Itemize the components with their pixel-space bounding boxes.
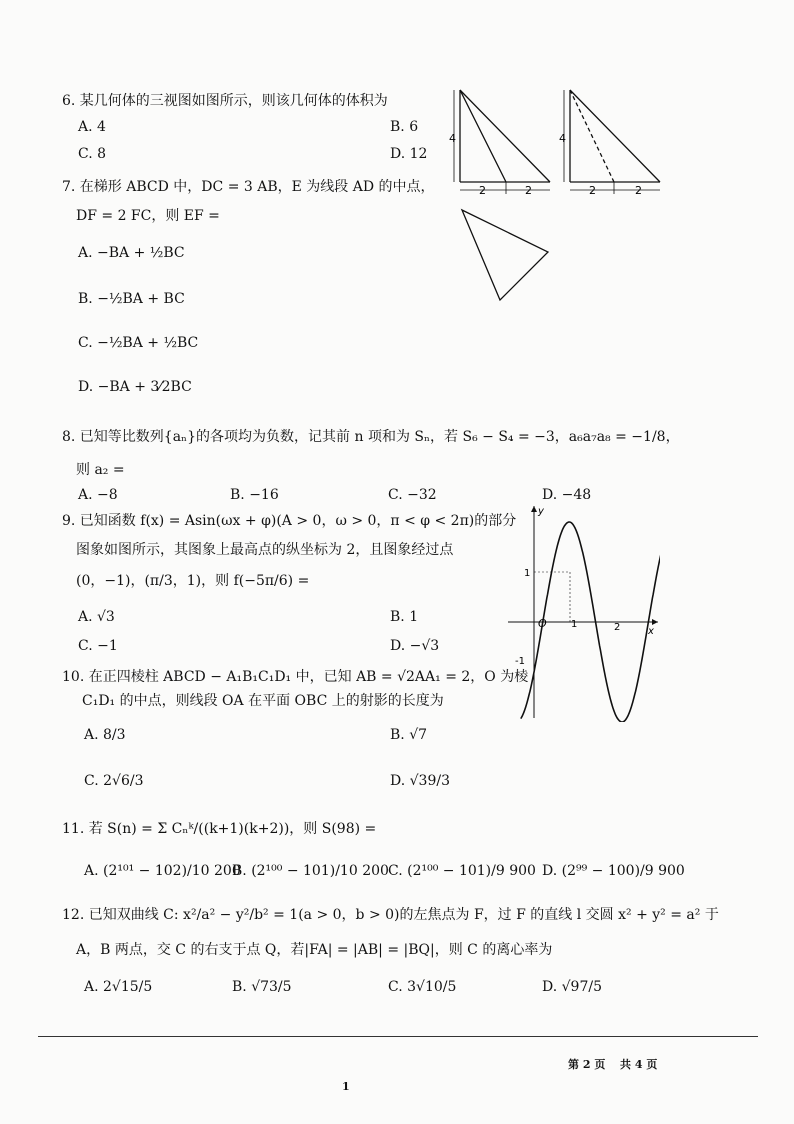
q11-option-d: D. (2⁹⁹ − 100)/9 900 bbox=[542, 863, 685, 879]
q11-stem: 11. 若 S(n) = Σ Cₙᵏ/((k+1)(k+2))，则 S(98) = bbox=[62, 821, 377, 837]
q6-option-c: C. 8 bbox=[78, 146, 107, 162]
q6-option-b: B. 6 bbox=[390, 119, 419, 135]
q8-line2: 则 a₂ = bbox=[76, 462, 125, 478]
q11-option-c: C. (2¹⁰⁰ − 101)/9 900 bbox=[388, 863, 536, 879]
q9-option-d: D. −√3 bbox=[390, 638, 440, 654]
side-view bbox=[564, 90, 660, 194]
side-height-label: 4 bbox=[559, 132, 566, 145]
front-view bbox=[454, 90, 550, 194]
side-base-left-label: 2 bbox=[589, 184, 596, 197]
x-tick-1: 1 bbox=[571, 619, 578, 630]
q12-line1: 12. 已知双曲线 C: x²/a² − y²/b² = 1(a > 0，b > 0)的左焦点为 F，过 F 的直线 l 交圆 x² + y² = a² 于 bbox=[62, 907, 719, 923]
q9-line2: 图象如图所示，其图象上最高点的纵坐标为 2，且图象经过点 bbox=[76, 542, 454, 558]
q6-option-d: D. 12 bbox=[390, 146, 428, 162]
q7-line2: DF = 2 FC，则 EF = bbox=[76, 208, 220, 224]
q11-option-b: B. (2¹⁰⁰ − 101)/10 200 bbox=[232, 863, 389, 879]
q8-option-b: B. −16 bbox=[230, 487, 279, 503]
q12-option-d: D. √97/5 bbox=[542, 979, 602, 995]
q7-option-d: D. −BA + 3⁄2BC bbox=[78, 379, 192, 395]
front-height-label: 4 bbox=[449, 132, 456, 145]
q10-line2: C₁D₁ 的中点，则线段 OA 在平面 OBC 上的射影的长度为 bbox=[82, 693, 444, 709]
page-number: 第 2 页 bbox=[568, 1058, 606, 1071]
side-base-right-label: 2 bbox=[635, 184, 642, 197]
q7-option-b: B. −½BA + BC bbox=[78, 291, 185, 307]
bottom-rule bbox=[38, 1036, 758, 1037]
q6-option-a: A. 4 bbox=[78, 119, 106, 135]
q9-sine-graph bbox=[508, 502, 660, 722]
origin-label: O bbox=[538, 617, 547, 630]
y-tick-1: 1 bbox=[524, 568, 531, 579]
center-mark: 1 bbox=[342, 1080, 350, 1093]
x-axis-label: x bbox=[648, 626, 654, 637]
q10-option-a: A. 8/3 bbox=[84, 727, 126, 743]
q12-option-b: B. √73/5 bbox=[232, 979, 292, 995]
top-view bbox=[462, 210, 548, 300]
q12-option-c: C. 3√10/5 bbox=[388, 979, 457, 995]
q7-option-a: A. −BA + ½BC bbox=[78, 245, 185, 261]
q6-stem: 6. 某几何体的三视图如图所示，则该几何体的体积为 bbox=[62, 93, 388, 109]
q7-line1: 7. 在梯形 ABCD 中，DC = 3 AB，E 为线段 AD 的中点， bbox=[62, 179, 435, 195]
q9-line1: 9. 已知函数 f(x) = Asin(ωx + φ)(A > 0，ω > 0，π < φ < 2π)的部分 bbox=[62, 513, 517, 529]
page-total: 共 4 页 bbox=[620, 1058, 658, 1071]
q9-option-c: C. −1 bbox=[78, 638, 118, 654]
q8-option-a: A. −8 bbox=[78, 487, 118, 503]
y-tick-minus-1: -1 bbox=[515, 656, 525, 667]
q9-line3: (0，−1)，(π/3，1)，则 f(−5π/6) = bbox=[76, 573, 310, 589]
front-base-left-label: 2 bbox=[479, 184, 486, 197]
q12-option-a: A. 2√15/5 bbox=[84, 979, 153, 995]
q7-option-c: C. −½BA + ½BC bbox=[78, 335, 199, 351]
front-base-right-label: 2 bbox=[525, 184, 532, 197]
q9-option-a: A. √3 bbox=[78, 609, 115, 625]
q10-option-b: B. √7 bbox=[390, 727, 428, 743]
q8-option-d: D. −48 bbox=[542, 487, 592, 503]
q9-option-b: B. 1 bbox=[390, 609, 419, 625]
q10-option-d: D. √39/3 bbox=[390, 773, 450, 789]
q10-option-c: C. 2√6/3 bbox=[84, 773, 144, 789]
q11-option-a: A. (2¹⁰¹ − 102)/10 200 bbox=[84, 863, 241, 879]
q10-line1: 10. 在正四棱柱 ABCD − A₁B₁C₁D₁ 中，已知 AB = √2AA₁ = 2，O 为棱 bbox=[62, 669, 529, 685]
q12-line2: A，B 两点，交 C 的右支于点 Q，若|FA| = |AB| = |BQ|，则 C 的离心率为 bbox=[76, 942, 553, 958]
y-axis-label: y bbox=[538, 506, 544, 517]
x-tick-2: 2 bbox=[614, 622, 621, 633]
q8-option-c: C. −32 bbox=[388, 487, 437, 503]
q8-line1: 8. 已知等比数列{aₙ}的各项均为负数，记其前 n 项和为 Sₙ，若 S₆ − S₄ = −3，a₆a₇a₈ = −1/8， bbox=[62, 429, 680, 445]
q6-three-view-figure bbox=[446, 84, 676, 314]
